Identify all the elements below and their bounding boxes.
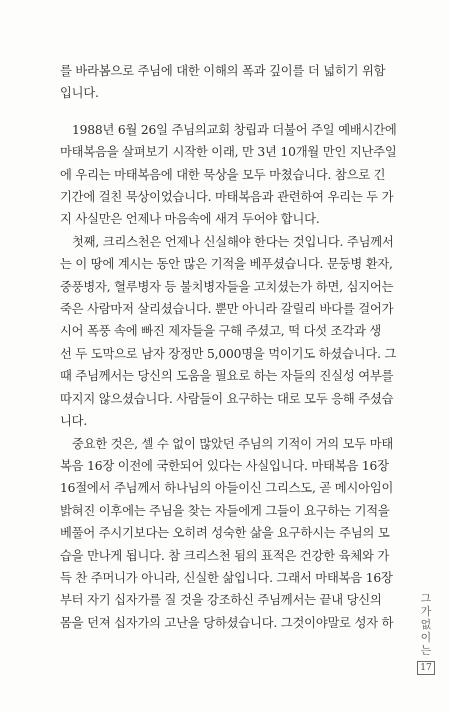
text-line: 득 찬 주머니가 아니라, 신실한 삶입니다. 그래서 마태복음 16장	[60, 570, 393, 585]
text-line: 에 우리는 마태복음에 대한 묵상을 모두 마쳤습니다. 참으로 긴	[60, 167, 386, 182]
text-line: 기간에 걸친 묵상이었습니다. 마태복음과 관련하여 우리는 두 가	[60, 190, 394, 205]
text-line: 마태복음을 살펴보기 시작한 이래, 만 3년 10개월 만인 지난주일	[60, 145, 397, 160]
text-line: 베풀어 주시기보다는 오히려 성숙한 삶을 요구하시는 주님의 모	[60, 526, 390, 541]
paragraph-2	[60, 119, 406, 231]
paragraph-3	[60, 231, 406, 433]
text-line: 입니다.	[60, 86, 99, 101]
text-line: 는 이 땅에 계시는 동안 많은 기적을 베푸셨습니다. 문둥병 환자,	[60, 257, 393, 272]
text-line: 부터 자기 십자가를 질 것을 강조하신 주님께서는 끝내 당신의	[60, 593, 382, 608]
text-line: 첫째, 크리스천은 언제나 신실해야 한다는 것입니다. 주님께서	[72, 234, 394, 249]
running-title-char: 없	[420, 618, 432, 631]
text-line: 습을 만나게 됩니다. 참 크리스천 됨의 표적은 건강한 육체와 가	[60, 548, 390, 563]
running-title-char: 이	[420, 631, 432, 644]
text-line: 시어 폭풍 속에 빠진 제자들을 구해 주셨고, 떡 다섯 조각과 생	[60, 324, 382, 339]
running-title-char: 그	[420, 592, 432, 605]
text-line: 를 바라봄으로 주님에 대한 이해의 폭과 깊이를 더 넓히기 위함	[60, 64, 386, 78]
text-line: 때 주님께서는 당신의 도움을 필요로 하는 자들의 진실성 여부를	[60, 369, 394, 384]
text-line: 중요한 것은, 셀 수 없이 많았던 주님의 기적이 거의 모두 마태	[72, 436, 394, 451]
running-title-char: 는	[420, 644, 432, 657]
text-line: 선 두 도막으로 남자 장정만 5,000명을 먹이기도 하셨습니다. 그	[60, 346, 397, 361]
text-line: 1988년 6월 26일 주님의교회 창립과 더불어 주일 예배시간에	[72, 122, 397, 137]
text-line: 니다.	[60, 414, 88, 429]
text-line: 죽은 사람마저 살리셨습니다. 뿐만 아니라 갈릴리 바다를 걸어가	[60, 302, 394, 317]
body-text	[60, 60, 406, 634]
text-line: 밝혀진 이후에는 주님을 찾는 자들에게 그들이 요구하는 기적을	[60, 503, 390, 518]
paragraph-1	[60, 60, 406, 105]
paragraph-4	[60, 433, 406, 635]
text-line: 중풍병자, 혈루병자 등 불치병자들을 고치셨는가 하면, 심지어는	[60, 279, 394, 294]
page-number: 17	[417, 661, 434, 675]
running-title-char: 가	[420, 605, 432, 618]
text-line: 지 사실만은 언제나 마음속에 새겨 두어야 합니다.	[60, 212, 320, 227]
text-line: 복음 16장 이전에 국한되어 있다는 사실입니다. 마태복음 16장	[60, 458, 389, 473]
text-line: 따지지 않으셨습니다. 사람들이 요구하는 대로 모두 응해 주셨습	[60, 391, 394, 406]
text-line: 16절에서 주님께서 하나님의 아들이신 그리스도, 곧 메시아임이	[60, 481, 394, 496]
running-header	[418, 592, 434, 675]
text-line: 몸을 던져 십자가의 고난을 당하셨습니다. 그것이야말로 성자 하	[60, 615, 394, 630]
